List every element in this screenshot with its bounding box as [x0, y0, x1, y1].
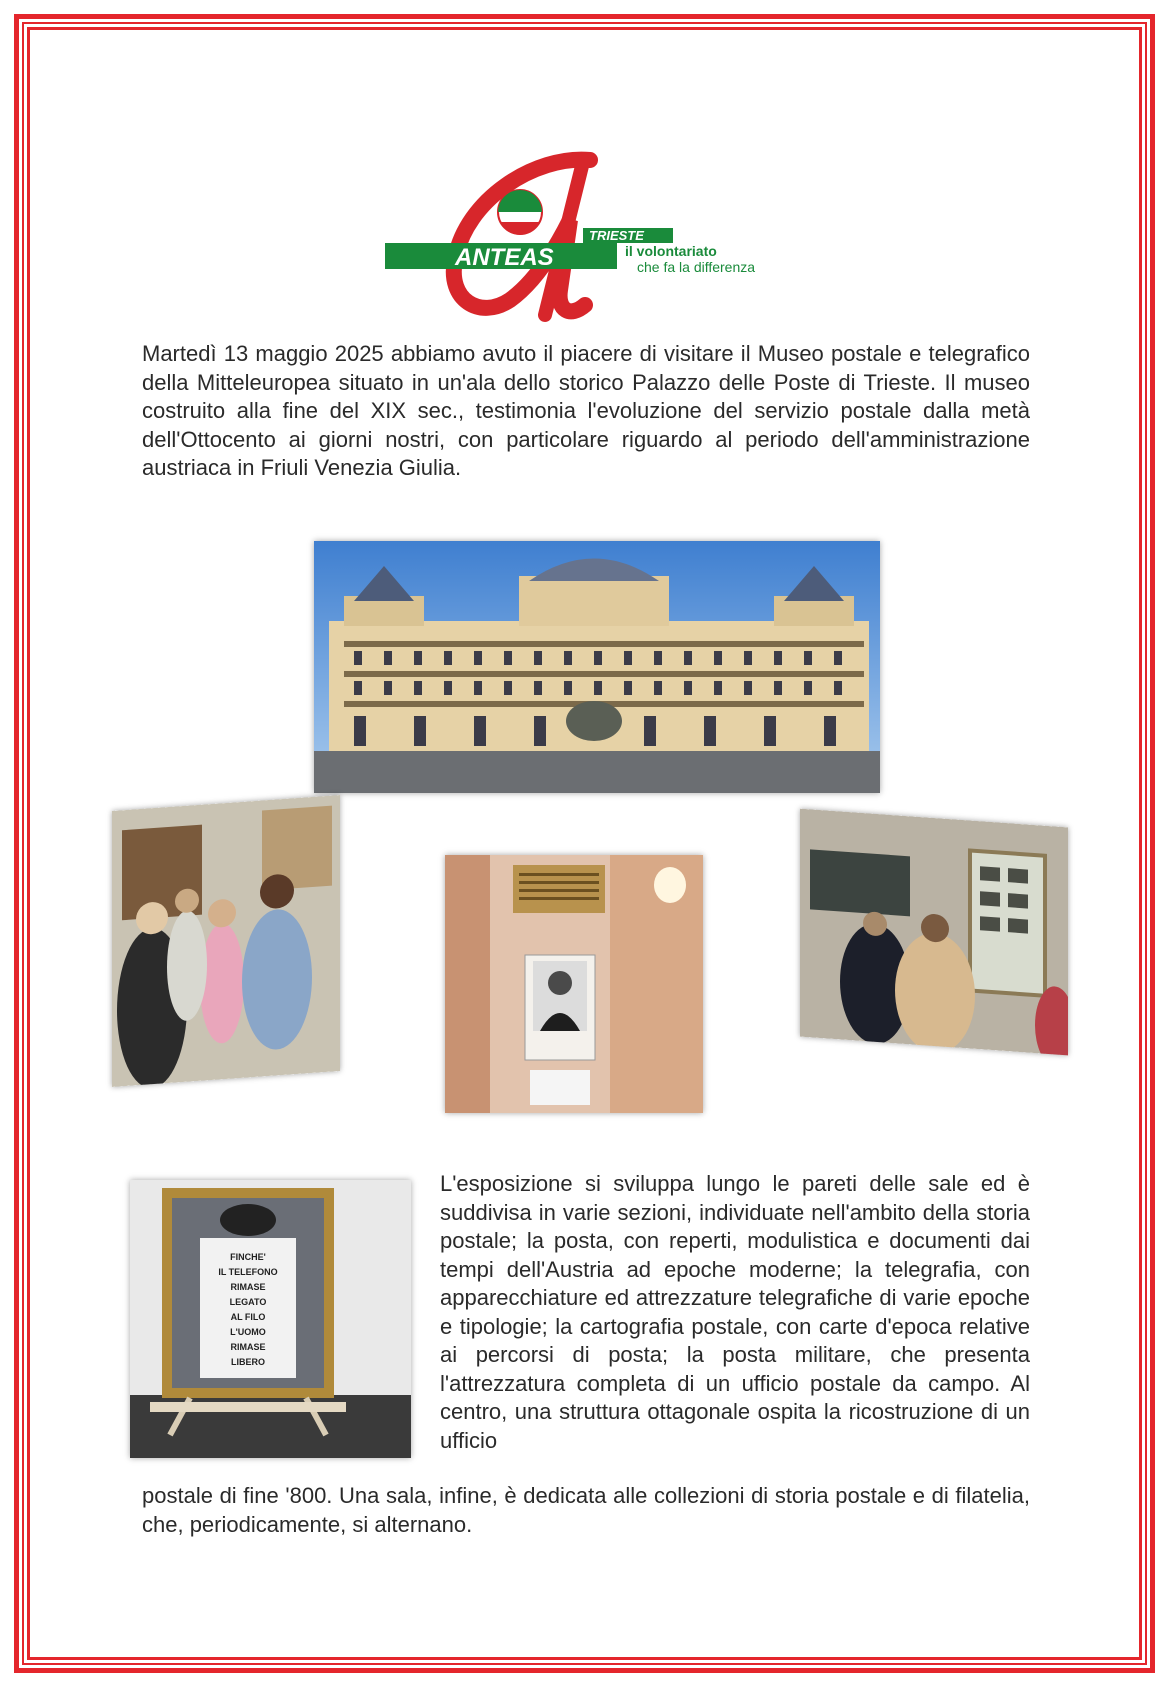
group-visit-photo — [112, 795, 340, 1087]
sign-line-3: RIMASE — [230, 1282, 266, 1292]
sign-line-1: FINCHE' — [230, 1252, 266, 1262]
telephone-sign-photo — [130, 1180, 411, 1458]
portrait-plaque-photo — [445, 855, 703, 1113]
sign-line-5: AL FILO — [230, 1312, 266, 1322]
sign-line-2: IL TELEFONO — [218, 1267, 278, 1277]
palazzo-poste-photo — [314, 541, 880, 793]
anteas-logo — [385, 150, 805, 325]
exhibition-paragraph: L'esposizione si sviluppa lungo le pareti delle sale ed è suddivisa in varie sezioni, individuate nell'ambito della storia postale; la posta, con reperti, modulistica e documenti dai tempi dell'Austria ad epoche moderne; la telegrafia, con apparecchiature ed attrezzature telegrafiche di varie epoche e tipologie; la cartografia postale, con carte d'epoca relative ai percorsi di posta; la posta militare, che presenta l'attrezzatura completa di un ufficio postale da campo. Al centro, una struttura ottagonale ospita la ricostruzione di un ufficio — [440, 1171, 1030, 1453]
sign-line-6: L'UOMO — [230, 1327, 266, 1337]
exhibition-paragraph-end: postale di fine '800. Una sala, infine, è dedicata alle collezioni di storia postale e di filatelia, che, periodicamente, si alternano. — [142, 1483, 1030, 1537]
logo-tagline-bold: il volontariato — [625, 243, 717, 259]
sign-line-8: LIBERO — [230, 1357, 266, 1367]
logo-brand-text: ANTEAS — [455, 244, 554, 271]
intro-paragraph: Martedì 13 maggio 2025 abbiamo avuto il piacere di visitare il Museo postale e telegrafico della Mitteleuropea situato in un'ala dello storico Palazzo delle Poste di Trieste. Il museo costruito alla fine del XIX sec., testimonia l'evoluzione del servizio postale dalla metà dell'Ottocento ai giorni nostri, con particolare riguardo al periodo dell'amministrazione austriaca in Friuli Venezia Giulia. — [142, 341, 1030, 480]
logo-city-text: TRIESTE — [589, 228, 644, 243]
exhibit-visitors-photo — [800, 809, 1068, 1056]
sign-line-4: LEGATO — [229, 1297, 267, 1307]
sign-line-7: RIMASE — [230, 1342, 266, 1352]
logo-tagline: che fa la differenza — [637, 259, 756, 275]
